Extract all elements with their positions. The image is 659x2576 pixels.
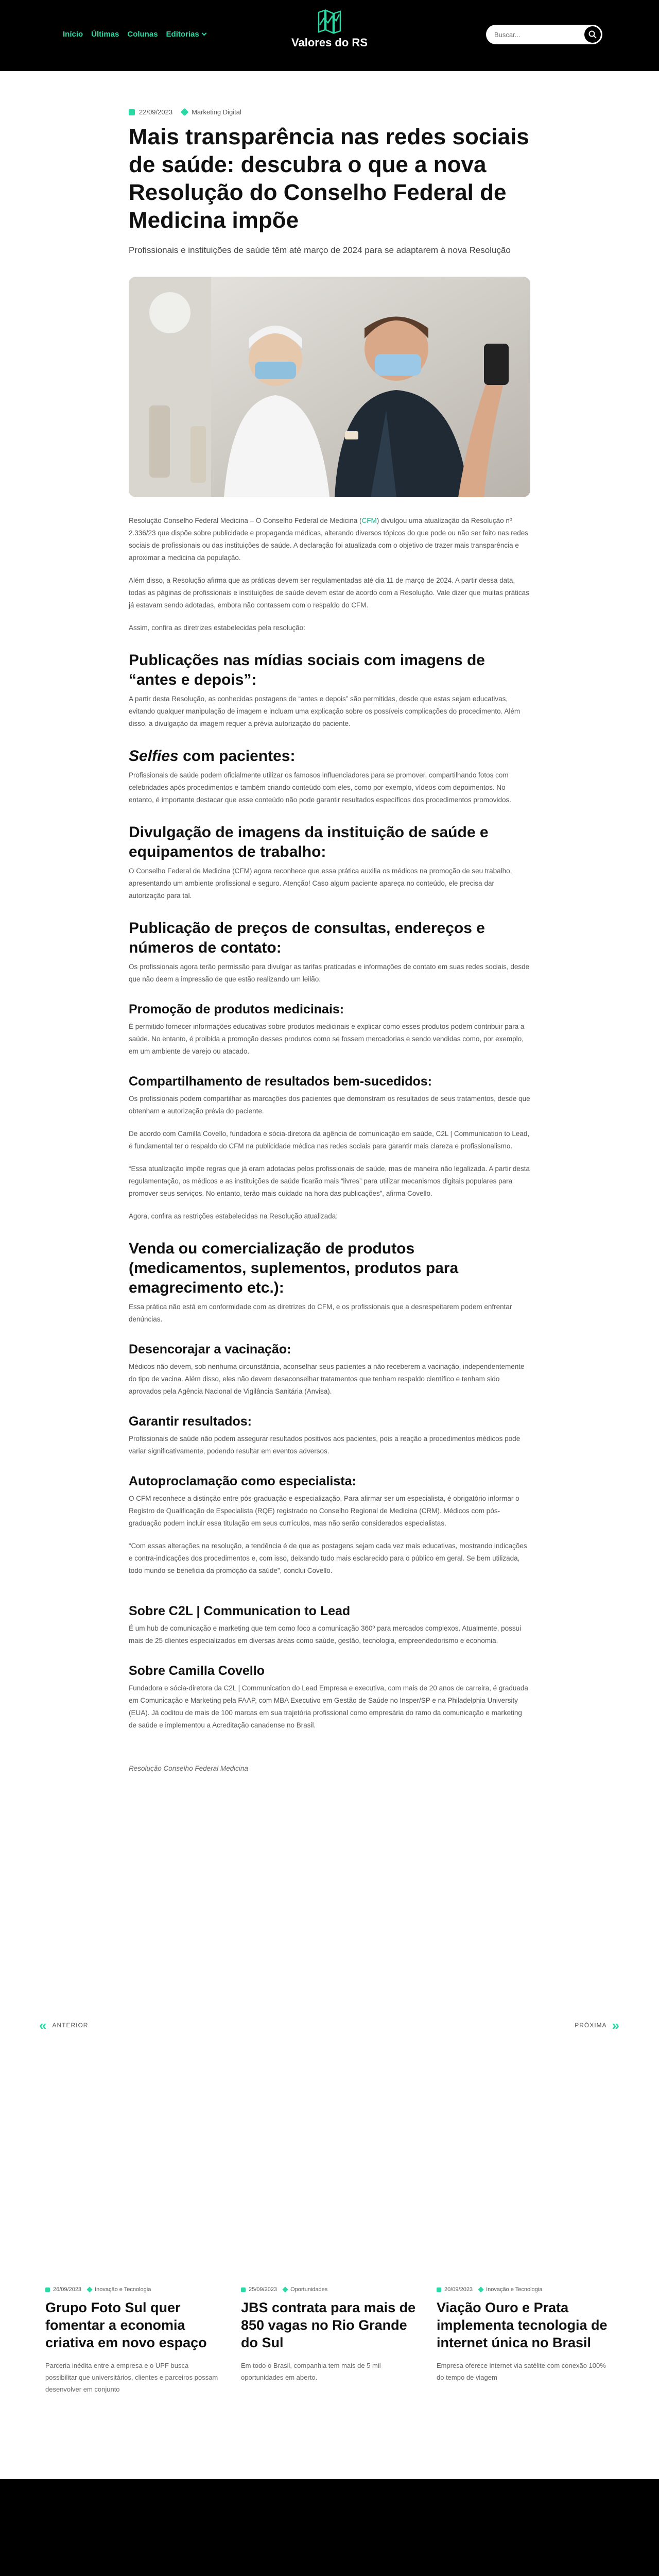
section-heading: Publicações nas mídias sociais com imagens de “antes e depois”: [129,652,485,688]
related-posts [45,2286,614,2395]
section-heading: Sobre C2L | Communication to Lead [129,1604,351,1618]
paragraph: Assim, confira as diretrizes estabelecidas pela resolução: [129,624,305,632]
section-heading: Autoproclamação como especialista: [129,1474,356,1488]
paragraph: O Conselho Federal de Medicina (CFM) agora reconhece que essa prática auxilia os médicos na promoção de seu trabalho, apresentando um ambiente profissional e seguro. Atenção! Caso algum paciente apareça no conteúdo, ele precisa dar autorização para tal. [129,867,512,900]
card-date: 20/09/2023 [444,2286,473,2293]
paragraph: A partir desta Resolução, as conhecidas postagens de “antes e depois” são permitidas, desde que estas sejam educativas, evitando qualquer manipulação de imagem e incluam uma explicação sobre os possíveis complicações do procedimento. Além disso, a divulgação da imagem requer a prévia autorização do paciente. [129,695,521,727]
section-heading: Divulgação de imagens da instituição de saúde e equipamentos de trabalho: [129,824,489,860]
paragraph: “Com essas alterações na resolução, a tendência é de que as postagens sejam cada vez mais educativas, mostrando indicações e contra-indicações dos procedimentos e, com isso, deixando tudo mais esclarecido para o público em geral. Se bem utilizada, todo mundo se beneficia da promoção da saúde”, conclui Covello. [129,1542,527,1574]
article [129,108,530,1785]
section-heading: Desencorajar a vacinação: [129,1342,291,1357]
article-date: 22/09/2023 [139,108,173,116]
nav-colunas[interactable]: Colunas [127,30,158,39]
hero-image [129,277,530,497]
paragraph: O CFM reconhece a distinção entre pós-graduação e especialização. Para afirmar ser um especialista, é obrigatório informar o Registro de Qualificação de Especialista (RQE) registrado no Conselho Regional de Medicina (CRM). Médicos com pós-graduação podem incluir essa titulação em seus currículos, mas não serão considerados especialistas. [129,1495,519,1527]
calendar-icon [437,2287,441,2292]
brand-name: Valores do RS [291,36,368,49]
previous-post-link[interactable] [39,2019,88,2032]
paragraph: Além disso, a Resolução afirma que as práticas devem ser regulamentadas até dia 11 de março de 2024. A partir dessa data, todas as páginas de profissionais e instituições de saúde devem estar de acordo com a Resolução. Vale dizer que muitas práticas já estavam sendo adotadas, embora não contassem com o respaldo do CFM. [129,577,529,609]
paragraph: Profissionais de saúde podem oficialmente utilizar os famosos influenciadores para se promover, compartilhando fotos com celebridades após procedimentos e também criando conteúdo com eles, como por exemplo, vídeos com depoimentos. No entanto, é importante destacar que esse conteúdo não pode garantir resultados específicos dos procedimentos promovidos. [129,771,511,804]
card-excerpt: Em todo o Brasil, companhia tem mais de 5 mil oportunidades em aberto. [241,2362,381,2381]
post-pager [39,2019,620,2034]
card-title[interactable]: Grupo Foto Sul quer fomentar a economia criativa em novo espaço [45,2300,207,2350]
tag-icon [478,2286,483,2292]
search-box [486,25,602,44]
next-label: PRÓXIMA [575,2022,607,2029]
section-heading: Sobre Camilla Covello [129,1664,265,1678]
intro-text-b: ) divulgou uma atualização da Resolução nº 2.336/23 que dispõe sobre publicidade e propaganda médicas, alterando diversos tópicos do que pode ou não ser feito nas redes sociais de profissionais ou das instituições de saúde. A declaração foi atualizada com o objetivo de trazer mais transparência e aproximar a medicina da população. [129,517,529,562]
paragraph: Agora, confira as restrições estabelecidas na Resolução atualizada: [129,1212,338,1220]
card-excerpt: Empresa oferece internet via satélite com conexão 100% do tempo de viagem [437,2362,606,2381]
card-meta [45,2286,221,2293]
cfm-link[interactable]: CFM [361,517,377,524]
heading-rest: com pacientes: [178,748,296,765]
site-header [0,0,659,71]
card-date: 25/09/2023 [249,2286,278,2293]
section-heading: Garantir resultados: [129,1414,252,1429]
brand-logo[interactable] [278,9,381,49]
tag-icon [282,2286,288,2292]
nav-ultimas[interactable]: Últimas [91,30,119,39]
article-subtitle: Profissionais e instituições de saúde têm até março de 2024 para se adaptarem à nova Resolução [129,245,511,255]
card-category[interactable]: Oportunidades [290,2286,328,2293]
double-chevron-left-icon: « [39,2018,47,2033]
double-chevron-right-icon: » [612,2018,620,2033]
article-meta [129,108,530,116]
section-heading: Compartilhamento de resultados bem-sucedidos: [129,1074,432,1089]
heading-emphasis: Selfies [129,748,179,765]
paragraph: Médicos não devem, sob nenhuma circunstância, aconselhar seus pacientes a não receberem a vacinação, independentemente do tipo de vacina. Além disso, eles não devem desaconselhar tratamentos que tenham respaldo científico e tenham sido aprovados pela Agência Nacional de Vigilância Sanitária (Anvisa). [129,1363,525,1395]
calendar-icon [129,109,135,115]
paragraph: Fundadora e sócia-diretora da C2L | Communication do Lead Empresa e executiva, com mais de 20 anos de carreira, é graduada em Comunicação e Marketing pela FAAP, com MBA Executivo em Gestão de Saúde no Insper/SP e na Philadelphia University (EUA). Já coditou de mais de 100 marcas em sua trajetória profissional como empresária do ramo da comunicação e marketing de saúde e implementou a Acreditação canadense no Brasil. [129,1684,528,1729]
logo-icon [317,9,342,34]
search-input[interactable] [486,31,579,39]
card-meta [437,2286,613,2293]
nav-editorias[interactable] [166,30,206,39]
card-category[interactable]: Inovação e Tecnologia [486,2286,543,2293]
paragraph: É um hub de comunicação e marketing que tem como foco a comunicação 360º para mercados complexos. Atualmente, possui mais de 25 clientes especializados em diversas áreas como saúde, gestão, tecnologia, empreendedorismo e economia. [129,1624,522,1645]
article-title: Mais transparência nas redes sociais de saúde: descubra o que a nova Resolução do Conselho Federal de Medicina impõe [129,124,529,233]
card-excerpt: Parceria inédita entre a empresa e o UPF busca possibilitar que universitários, clientes e parceiros possam desenvolver em conjunto [45,2362,218,2393]
tag-icon [86,2286,92,2292]
paragraph: “Essa atualização impõe regras que já eram adotadas pelos profissionais de saúde, mas de maneira não legalizada. A partir desta regulamentação, os médicos e as instituições de saúde ficarão mais “livres” para utilizar mecanismos digitais populares para promover seus serviços. No entanto, terão mais cuidado na hora das publicações”, afirma Covello. [129,1165,530,1197]
section-heading: Publicação de preços de consultas, endereços e números de contato: [129,920,485,956]
card-title[interactable]: JBS contrata para mais de 850 vagas no Rio Grande do Sul [241,2300,416,2350]
paragraph: É permitido fornecer informações educativas sobre produtos medicinais e explicar como esses produtos podem contribuir para a saúde. No entanto, é proibida a promoção desses produtos como se fossem mercadorias e sendo vendidas como, por exemplo, em um ambiente de varejo ou atacado. [129,1023,525,1055]
section-heading: Venda ou comercialização de produtos (medicamentos, suplementos, produtos para emagrecimento etc.): [129,1240,459,1296]
related-card[interactable] [437,2286,613,2395]
related-card[interactable] [241,2286,417,2395]
next-post-link[interactable] [575,2019,620,2032]
footer [0,2479,659,2576]
article-intro [129,515,530,564]
previous-label: ANTERIOR [52,2022,89,2029]
card-date: 26/09/2023 [53,2286,82,2293]
paragraph: Profissionais de saúde não podem assegurar resultados positivos aos pacientes, pois a reação a procedimentos médicos pode variar significativamente, podendo resultar em eventos adversos. [129,1435,521,1455]
main-nav [63,30,206,39]
related-card[interactable] [45,2286,221,2395]
nav-inicio[interactable]: Início [63,30,83,39]
article-category[interactable]: Marketing Digital [192,108,241,116]
paragraph: De acordo com Camilla Covello, fundadora e sócia-diretora da agência de comunicação em saúde, C2L | Communication to Lead, é fundamental ter o respaldo do CFM na publicidade médica nas redes sociais para garantir mais clareza e profissionalismo. [129,1130,530,1150]
tag-icon [181,108,189,116]
article-body [129,515,530,1775]
nav-editorias-label: Editorias [166,30,199,39]
section-heading [129,747,530,766]
intro-text-a: Resolução Conselho Federal Medicina – O Conselho Federal de Medicina ( [129,517,362,524]
paragraph: Os profissionais agora terão permissão para divulgar as tarifas praticadas e informações de contato em suas redes sociais, desde que não deem a impressão de que estão realizando um leilão. [129,963,530,983]
card-meta [241,2286,417,2293]
card-category[interactable]: Inovação e Tecnologia [95,2286,151,2293]
card-title[interactable]: Viação Ouro e Prata implementa tecnologia de internet única no Brasil [437,2300,608,2350]
calendar-icon [241,2287,246,2292]
paragraph: Os profissionais podem compartilhar as marcações dos pacientes que demonstram os resultados de seus tratamentos, desde que obtenham a autorização prévia do paciente. [129,1095,530,1115]
section-heading: Promoção de produtos medicinais: [129,1002,344,1016]
chevron-down-icon [201,31,206,36]
image-caption: Resolução Conselho Federal Medicina [129,1765,248,1772]
search-icon [588,30,597,39]
search-button[interactable] [584,26,601,43]
paragraph: Essa prática não está em conformidade com as diretrizes do CFM, e os profissionais que a desrespeitarem podem enfrentar denúncias. [129,1303,512,1323]
calendar-icon [45,2287,50,2292]
